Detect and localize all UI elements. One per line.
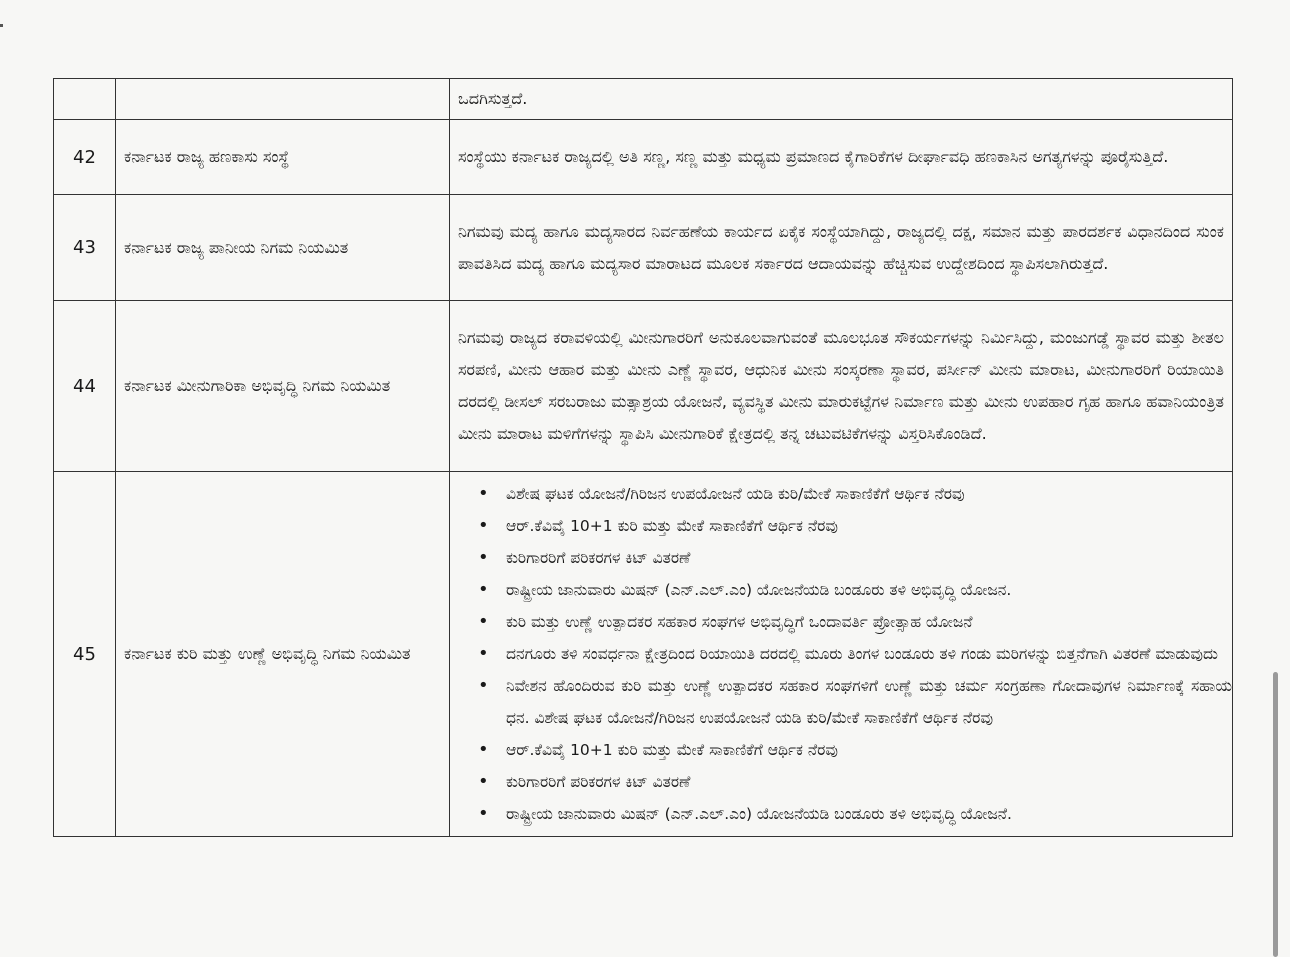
list-item: • ವಿಶೇಷ ಘಟಕ ಯೋಜನೆ/ಗಿರಿಜನ ಉಪಯೋಜನೆ ಯಡಿ ಕುರಿ/ಮೇಕೆ ಸಾಕಾಣಿಕೆಗೆ ಆರ್ಥಿಕ ನೆರವು — [506, 478, 1232, 510]
corporation-name — [116, 79, 450, 120]
list-item: • ಕುರಿಗಾರರಿಗೆ ಪರಿಕರಗಳ ಕಿಟ್ ವಿತರಣೆ — [506, 542, 1232, 574]
corporation-description — [450, 472, 1233, 837]
table-row — [54, 79, 1233, 120]
list-item: • ರಾಷ್ಟ್ರೀಯ ಜಾನುವಾರು ಮಿಷನ್ (ಎನ್.ಎಲ್.ಎಂ) ಯೋಜನೆಯಡಿ ಬಂಡೂರು ತಳಿ ಅಭಿವೃದ್ಧಿ ಯೋಜನೆ. — [506, 798, 1232, 830]
row-number: 43 — [54, 195, 116, 301]
row-number: 44 — [54, 301, 116, 472]
list-item: • ಕುರಿ ಮತ್ತು ಉಣ್ಣೆ ಉತ್ಪಾದಕರ ಸಹಕಾರ ಸಂಘಗಳ ಅಭಿವೃದ್ಧಿಗೆ ಒಂದಾವರ್ತಿ ಪ್ರೋತ್ಸಾಹ ಯೋಜನೆ — [506, 606, 1232, 638]
list-item: • ಕುರಿಗಾರರಿಗೆ ಪರಿಕರಗಳ ಕಿಟ್ ವಿತರಣೆ — [506, 766, 1232, 798]
table-row — [54, 120, 1233, 195]
corporation-name: ಕರ್ನಾಟಕ ರಾಜ್ಯ ಹಣಕಾಸು ಸಂಸ್ಥೆ — [116, 120, 450, 195]
corporation-name: ಕರ್ನಾಟಕ ರಾಜ್ಯ ಪಾನೀಯ ನಿಗಮ ನಿಯಮಿತ — [116, 195, 450, 301]
corporation-description: ಒದಗಿಸುತ್ತದೆ. — [450, 79, 1233, 120]
list-item: • ಆರ್.ಕೆವಿವೈ 10+1 ಕುರಿ ಮತ್ತು ಮೇಕೆ ಸಾಕಾಣಿಕೆಗೆ ಆರ್ಥಿಕ ನೆರವು — [506, 734, 1232, 766]
row-number: 45 — [54, 472, 116, 837]
corporation-description: ನಿಗಮವು ಮದ್ಯ ಹಾಗೂ ಮದ್ಯಸಾರದ ನಿರ್ವಹಣೆಯ ಕಾರ್ಯದ ಏಕೈಕ ಸಂಸ್ಥೆಯಾಗಿದ್ದು, ರಾಜ್ಯದಲ್ಲಿ ದಕ್ಷ, ಸಮಾನ ಮತ್ತು ಪಾರದರ್ಶಕ ವಿಧಾನದಿಂದ ಸುಂಕ ಪಾವತಿಸಿದ ಮದ್ಯ ಹಾಗೂ ಮದ್ಯಸಾರ ಮಾರಾಟದ ಮೂಲಕ ಸರ್ಕಾರದ ಆದಾಯವನ್ನು ಹೆಚ್ಚಿಸುವ ಉದ್ದೇಶದಿಂದ ಸ್ಥಾಪಿಸಲಾಗಿರುತ್ತದೆ. — [450, 195, 1233, 301]
scheme-bullet-list — [450, 472, 1232, 836]
corporation-description: ನಿಗಮವು ರಾಜ್ಯದ ಕರಾವಳಿಯಲ್ಲಿ ಮೀನುಗಾರರಿಗೆ ಅನುಕೂಲವಾಗುವಂತೆ ಮೂಲಭೂತ ಸೌಕರ್ಯಗಳನ್ನು ನಿರ್ಮಿಸಿದ್ದು, ಮಂಜುಗಡ್ಡೆ ಸ್ಥಾವರ ಮತ್ತು ಶೀತಲ ಸರಪಣಿ, ಮೀನು ಆಹಾರ ಮತ್ತು ಮೀನು ಎಣ್ಣೆ ಸ್ಥಾವರ, ಆಧುನಿಕ ಮೀನು ಸಂಸ್ಕರಣಾ ಸ್ಥಾವರ, ಪರ್ಸೀನ್ ಮೀನು ಮಾರಾಟ, ಮೀನುಗಾರರಿಗೆ ರಿಯಾಯಿತಿ ದರದಲ್ಲಿ ಡೀಸಲ್ ಸರಬರಾಜು ಮತ್ಸಾಶ್ರಯ ಯೋಜನೆ, ವ್ಯವಸ್ಥಿತ ಮೀನು ಮಾರುಕಟ್ಟೆಗಳ ನಿರ್ಮಾಣ ಮತ್ತು ಮೀನು ಉಪಹಾರ ಗೃಹ ಹಾಗೂ ಹವಾನಿಯಂತ್ರಿತ ಮೀನು ಮಾರಾಟ ಮಳಿಗೆಗಳನ್ನು ಸ್ಥಾಪಿಸಿ ಮೀನುಗಾರಿಕೆ ಕ್ಷೇತ್ರದಲ್ಲಿ ತನ್ನ ಚಟುವಟಿಕೆಗಳನ್ನು ವಿಸ್ತರಿಸಿಕೊಂಡಿದೆ. — [450, 301, 1233, 472]
row-number: 42 — [54, 120, 116, 195]
corporations-table — [53, 78, 1233, 837]
table-row — [54, 472, 1233, 837]
row-number — [54, 79, 116, 120]
corporation-name: ಕರ್ನಾಟಕ ಕುರಿ ಮತ್ತು ಉಣ್ಣೆ ಅಭಿವೃದ್ಧಿ ನಿಗಮ ನಿಯಮಿತ — [116, 472, 450, 837]
corporation-description: ಸಂಸ್ಥೆಯು ಕರ್ನಾಟಕ ರಾಜ್ಯದಲ್ಲಿ ಅತಿ ಸಣ್ಣ, ಸಣ್ಣ ಮತ್ತು ಮಧ್ಯಮ ಪ್ರಮಾಣದ ಕೈಗಾರಿಕೆಗಳ ದೀರ್ಘಾವಧಿ ಹಣಕಾಸಿನ ಅಗತ್ಯಗಳನ್ನು ಪೂರೈಸುತ್ತಿದೆ. — [450, 120, 1233, 195]
list-item: • ರಾಷ್ಟ್ರೀಯ ಜಾನುವಾರು ಮಿಷನ್ (ಎನ್.ಎಲ್.ಎಂ) ಯೋಜನೆಯಡಿ ಬಂಡೂರು ತಳಿ ಅಭಿವೃದ್ಧಿ ಯೋಜನ. — [506, 574, 1232, 606]
page-edge-mark — [0, 24, 3, 27]
table-row — [54, 195, 1233, 301]
table-row — [54, 301, 1233, 472]
vertical-scrollbar[interactable] — [1273, 672, 1278, 957]
list-item: • ಆರ್.ಕೆವಿವೈ 10+1 ಕುರಿ ಮತ್ತು ಮೇಕೆ ಸಾಕಾಣಿಕೆಗೆ ಆರ್ಥಿಕ ನೆರವು — [506, 510, 1232, 542]
list-item: • ನಿವೇಶನ ಹೊಂದಿರುವ ಕುರಿ ಮತ್ತು ಉಣ್ಣೆ ಉತ್ಪಾದಕರ ಸಹಕಾರ ಸಂಘಗಳಿಗೆ ಉಣ್ಣೆ ಮತ್ತು ಚರ್ಮ ಸಂಗ್ರಹಣಾ ಗೋದಾವುಗಳ ನಿರ್ಮಾಣಕ್ಕೆ ಸಹಾಯ ಧನ. ವಿಶೇಷ ಘಟಕ ಯೋಜನೆ/ಗಿರಿಜನ ಉಪಯೋಜನೆ ಯಡಿ ಕುರಿ/ಮೇಕೆ ಸಾಕಾಣಿಕೆಗೆ ಆರ್ಥಿಕ ನೆರವು — [506, 670, 1232, 734]
corporation-name: ಕರ್ನಾಟಕ ಮೀನುಗಾರಿಕಾ ಅಭಿವೃದ್ಧಿ ನಿಗಮ ನಿಯಮಿತ — [116, 301, 450, 472]
list-item: • ದನಗೂರು ತಳಿ ಸಂವರ್ಧನಾ ಕ್ಷೇತ್ರದಿಂದ ರಿಯಾಯಿತಿ ದರದಲ್ಲಿ ಮೂರು ತಿಂಗಳ ಬಂಡೂರು ತಳಿ ಗಂಡು ಮರಿಗಳನ್ನು ಬಿತ್ತನೆಗಾಗಿ ವಿತರಣೆ ಮಾಡುವುದು — [506, 638, 1232, 670]
